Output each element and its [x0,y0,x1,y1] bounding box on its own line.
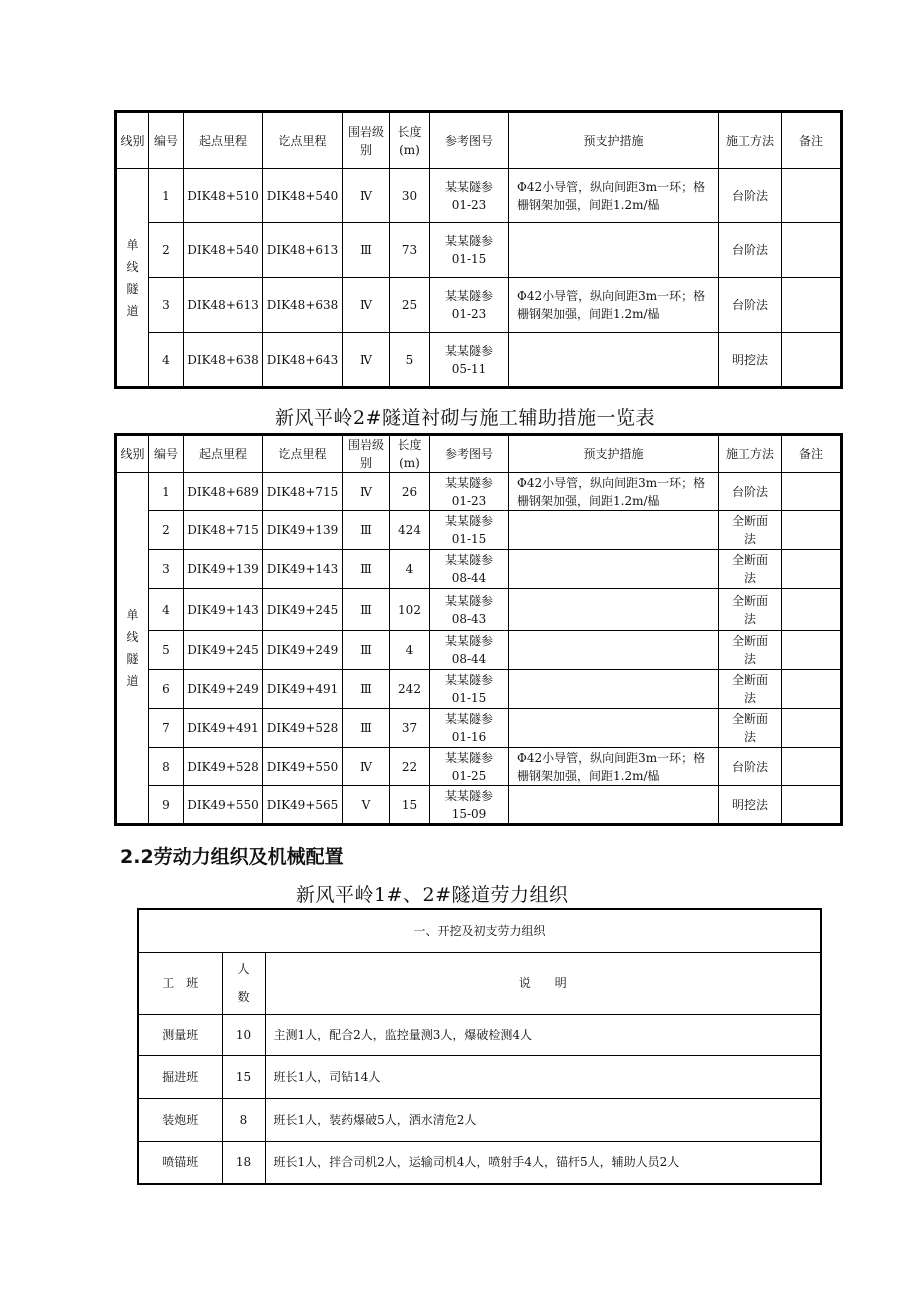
header-line: 线别 [116,112,149,169]
cell-count: 10 [222,1014,265,1055]
cell-support [509,223,719,278]
cell-start: DIK48+638 [184,333,263,388]
cell-support [509,589,719,631]
header-remark: 备注 [782,112,842,169]
cell-drawing: 某某隧参01-23 [430,473,509,511]
cell-length: 242 [390,670,430,709]
header-support: 预支护措施 [509,112,719,169]
cell-remark [782,786,842,825]
header-drawing: 参考图号 [430,112,509,169]
table-row [116,473,842,511]
cell-remark [782,169,842,223]
cell-team: 掘进班 [138,1055,222,1098]
cell-end: DIK49+143 [263,550,343,589]
header-desc: 说 明 [265,952,821,1014]
header-no: 编号 [149,435,184,473]
cell-remark [782,473,842,511]
cell-length: 102 [390,589,430,631]
cell-no: 1 [149,169,184,223]
table-row [116,511,842,550]
cell-start: DIK49+139 [184,550,263,589]
cell-start: DIK48+715 [184,511,263,550]
labor-subtitle: 一、开挖及初支劳力组织 [138,909,821,952]
cell-support [509,709,719,748]
cell-rock: Ⅳ [343,473,390,511]
cell-start: DIK48+510 [184,169,263,223]
cell-drawing: 某某隧参15-09 [430,786,509,825]
table-row [116,550,842,589]
header-method: 施工方法 [719,112,782,169]
cell-end: DIK48+540 [263,169,343,223]
cell-start: DIK49+249 [184,670,263,709]
cell-no: 9 [149,786,184,825]
cell-length: 26 [390,473,430,511]
cell-end: DIK49+491 [263,670,343,709]
cell-no: 3 [149,550,184,589]
table-row [116,169,842,223]
cell-no: 8 [149,748,184,786]
cell-end: DIK49+139 [263,511,343,550]
table-row [116,748,842,786]
table-header-row [116,112,842,169]
cell-support [509,511,719,550]
cell-drawing: 某某隧参01-15 [430,511,509,550]
cell-end: DIK48+613 [263,223,343,278]
cell-no: 6 [149,670,184,709]
cell-rock: Ⅳ [343,169,390,223]
cell-method: 全断面法 [719,550,782,589]
cell-drawing: 某某隧参08-43 [430,589,509,631]
table-row [116,631,842,670]
cell-remark [782,589,842,631]
cell-drawing: 某某隧参08-44 [430,631,509,670]
table-row [138,1098,821,1141]
cell-count: 18 [222,1141,265,1184]
cell-remark [782,278,842,333]
header-end: 讫点里程 [263,112,343,169]
cell-end: DIK49+565 [263,786,343,825]
cell-rock: Ⅲ [343,631,390,670]
cell-start: DIK49+528 [184,748,263,786]
cell-remark [782,550,842,589]
cell-drawing: 某某隧参01-16 [430,709,509,748]
cell-team: 装炮班 [138,1098,222,1141]
cell-support [509,670,719,709]
cell-desc: 班长1人，拌合司机2人，运输司机4人，喷射手4人，锚杆5人，辅助人员2人 [265,1141,821,1184]
table-tunnel-1 [114,110,843,389]
cell-end: DIK48+715 [263,473,343,511]
header-rock: 围岩级别 [343,435,390,473]
cell-no: 2 [149,223,184,278]
cell-rock: Ⅲ [343,550,390,589]
table-header-row [138,952,821,1014]
header-length: 长度(m) [390,112,430,169]
cell-remark [782,333,842,388]
cell-drawing: 某某隧参01-15 [430,223,509,278]
cell-end: DIK49+528 [263,709,343,748]
cell-end: DIK48+643 [263,333,343,388]
cell-drawing: 某某隧参01-23 [430,169,509,223]
cell-remark [782,223,842,278]
cell-remark [782,748,842,786]
cell-method: 全断面法 [719,511,782,550]
cell-desc: 班长1人，装药爆破5人，洒水清危2人 [265,1098,821,1141]
table-row [116,589,842,631]
table-header-row [116,435,842,473]
cell-support: Φ42小导管，纵向间距3m一环；格栅钢架加强，间距1.2m/榀 [509,278,719,333]
group-label: 单线隧道 [116,473,149,825]
cell-method: 台阶法 [719,169,782,223]
cell-start: DIK49+143 [184,589,263,631]
table2-title: 新风平岭2#隧道衬砌与施工辅助措施一览表 [275,407,656,429]
cell-method: 台阶法 [719,223,782,278]
cell-count: 15 [222,1055,265,1098]
cell-rock: Ⅲ [343,670,390,709]
cell-end: DIK49+249 [263,631,343,670]
table-row [116,223,842,278]
cell-support: Φ42小导管，纵向间距3m一环；格栅钢架加强，间距1.2m/榀 [509,473,719,511]
cell-drawing: 某某隧参01-25 [430,748,509,786]
cell-method: 明挖法 [719,786,782,825]
table-tunnel-2 [114,433,843,826]
cell-no: 2 [149,511,184,550]
cell-no: 1 [149,473,184,511]
table-labor [137,908,822,1185]
group-label: 单线隧道 [116,169,149,388]
cell-method: 台阶法 [719,748,782,786]
cell-method: 全断面法 [719,589,782,631]
cell-no: 4 [149,333,184,388]
cell-support [509,786,719,825]
cell-length: 25 [390,278,430,333]
cell-length: 37 [390,709,430,748]
cell-no: 7 [149,709,184,748]
header-length: 长度(m) [390,435,430,473]
header-start: 起点里程 [184,112,263,169]
cell-support: Φ42小导管，纵向间距3m一环；格栅钢架加强，间距1.2m/榀 [509,748,719,786]
header-end: 讫点里程 [263,435,343,473]
table-row [116,786,842,825]
cell-method: 全断面法 [719,631,782,670]
cell-rock: Ⅲ [343,511,390,550]
table-row [116,709,842,748]
table-row [116,278,842,333]
header-team: 工 班 [138,952,222,1014]
cell-support [509,333,719,388]
cell-team: 测量班 [138,1014,222,1055]
cell-count: 8 [222,1098,265,1141]
header-line: 线别 [116,435,149,473]
cell-desc: 主测1人，配合2人，监控量测3人，爆破检测4人 [265,1014,821,1055]
cell-method: 全断面法 [719,709,782,748]
header-method: 施工方法 [719,435,782,473]
header-support: 预支护措施 [509,435,719,473]
cell-rock: Ⅲ [343,223,390,278]
cell-drawing: 某某隧参01-15 [430,670,509,709]
table-row [116,670,842,709]
cell-remark [782,511,842,550]
cell-rock: Ⅲ [343,589,390,631]
cell-start: DIK48+540 [184,223,263,278]
cell-start: DIK49+550 [184,786,263,825]
cell-method: 台阶法 [719,473,782,511]
cell-rock: Ⅳ [343,748,390,786]
table-row [138,1014,821,1055]
cell-drawing: 某某隧参05-11 [430,333,509,388]
header-no: 编号 [149,112,184,169]
cell-rock: Ⅳ [343,278,390,333]
header-count: 人数 [222,952,265,1014]
header-drawing: 参考图号 [430,435,509,473]
cell-length: 30 [390,169,430,223]
cell-remark [782,670,842,709]
header-start: 起点里程 [184,435,263,473]
cell-length: 4 [390,631,430,670]
cell-length: 4 [390,550,430,589]
cell-support [509,550,719,589]
cell-length: 73 [390,223,430,278]
cell-support [509,631,719,670]
cell-drawing: 某某隧参01-23 [430,278,509,333]
cell-start: DIK49+491 [184,709,263,748]
cell-rock: Ⅴ [343,786,390,825]
cell-remark [782,631,842,670]
table-row [116,333,842,388]
cell-start: DIK48+689 [184,473,263,511]
cell-length: 424 [390,511,430,550]
cell-remark [782,709,842,748]
cell-end: DIK49+245 [263,589,343,631]
cell-length: 15 [390,786,430,825]
cell-method: 台阶法 [719,278,782,333]
cell-drawing: 某某隧参08-44 [430,550,509,589]
cell-desc: 班长1人，司钻14人 [265,1055,821,1098]
cell-no: 4 [149,589,184,631]
header-remark: 备注 [782,435,842,473]
cell-team: 喷锚班 [138,1141,222,1184]
cell-support: Φ42小导管，纵向间距3m一环；格栅钢架加强，间距1.2m/榀 [509,169,719,223]
cell-rock: Ⅲ [343,709,390,748]
cell-no: 5 [149,631,184,670]
cell-start: DIK48+613 [184,278,263,333]
cell-rock: Ⅳ [343,333,390,388]
cell-method: 全断面法 [719,670,782,709]
cell-length: 22 [390,748,430,786]
cell-end: DIK48+638 [263,278,343,333]
cell-end: DIK49+550 [263,748,343,786]
table-row [138,1055,821,1098]
table-row [138,1141,821,1184]
table3-title: 新风平岭1#、2#隧道劳力组织 [296,884,569,906]
header-rock: 围岩级别 [343,112,390,169]
cell-start: DIK49+245 [184,631,263,670]
cell-method: 明挖法 [719,333,782,388]
cell-length: 5 [390,333,430,388]
cell-no: 3 [149,278,184,333]
table-subtitle-row [138,909,821,952]
section-heading: 2.2劳动力组织及机械配置 [120,846,344,868]
